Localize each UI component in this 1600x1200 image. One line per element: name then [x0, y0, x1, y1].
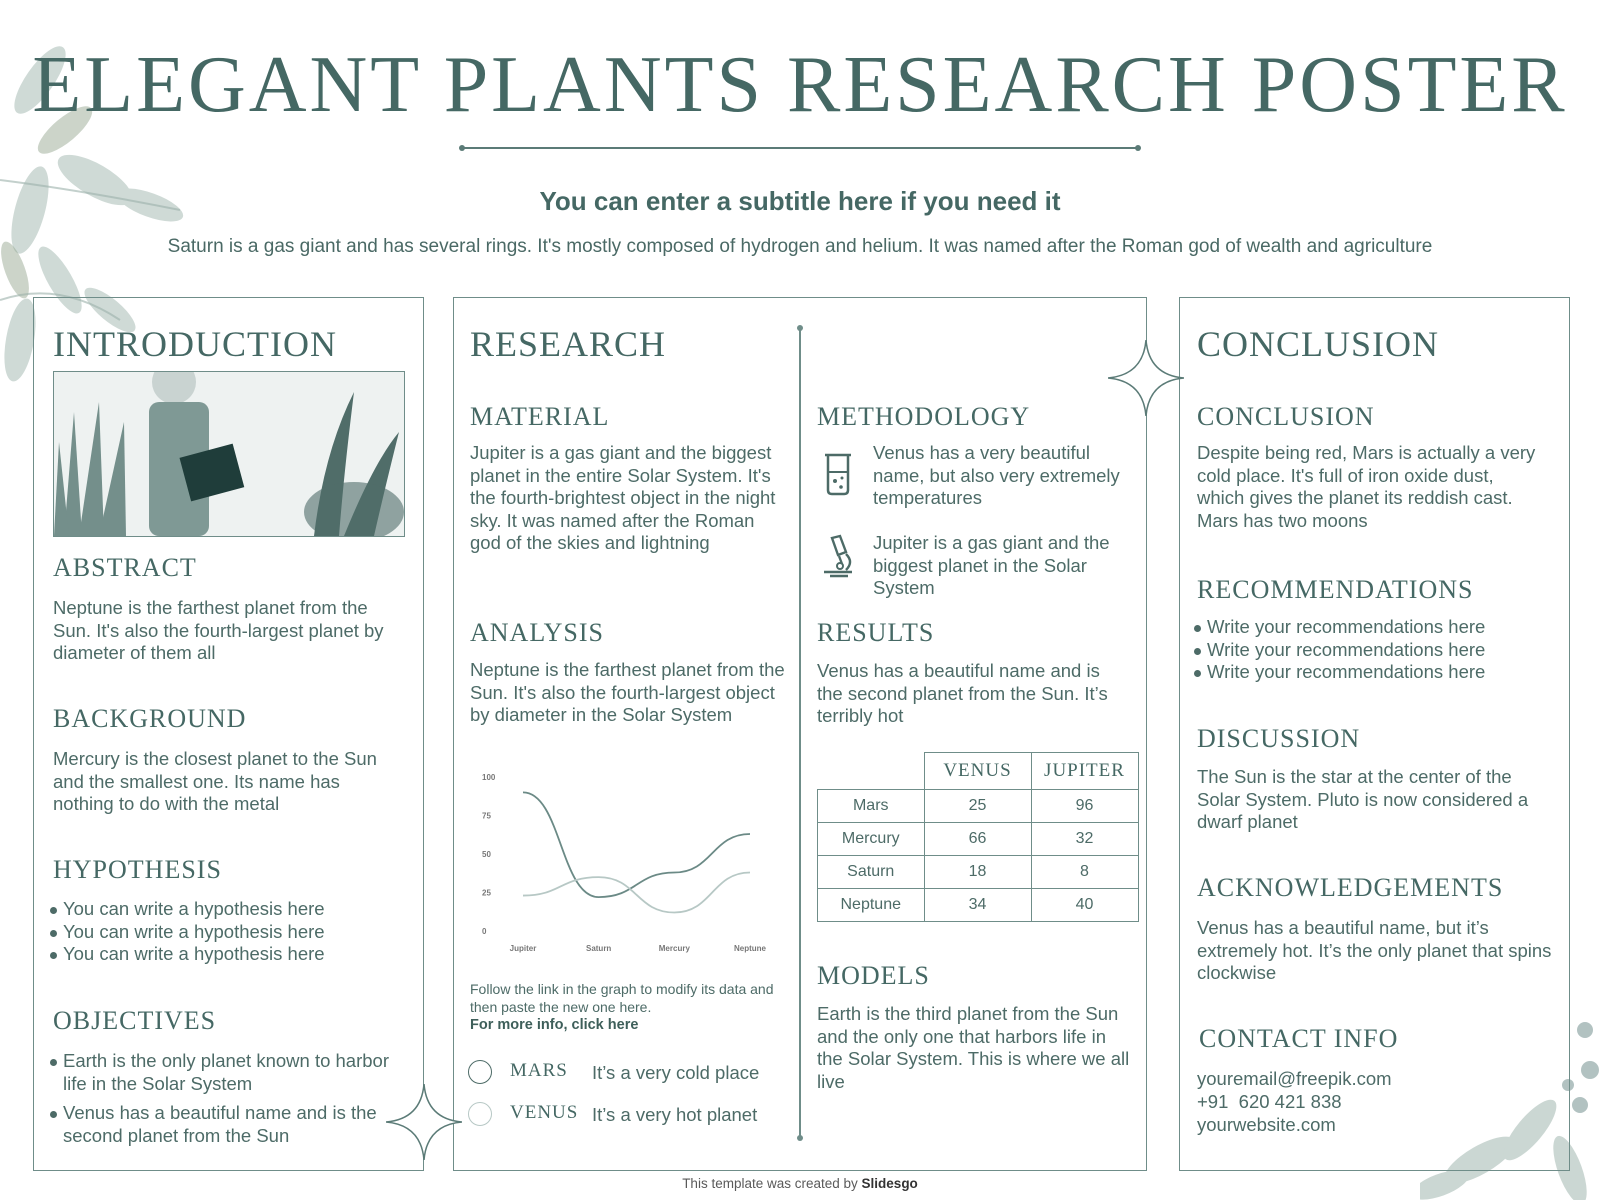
- list-item: You can write a hypothesis here: [50, 921, 410, 944]
- legend-name: MARS: [510, 1060, 568, 1081]
- objectives-title: OBJECTIVES: [53, 1006, 217, 1035]
- x-tick-label: Mercury: [658, 944, 690, 953]
- series-line-2: [523, 872, 750, 912]
- star-decoration-icon: [386, 1084, 462, 1160]
- list-item: Venus has a beautiful name and is the second planet from the Sun: [50, 1102, 395, 1147]
- analysis-line-chart[interactable]: [470, 765, 770, 955]
- table-row: [818, 823, 1139, 856]
- models-title: MODELS: [817, 961, 930, 990]
- results-table: [817, 752, 1139, 922]
- legend-name: VENUS: [510, 1102, 579, 1123]
- conclusion-text: Despite being red, Mars is actually a very cold place. It's full of iron oxide dust, which gives the planet its reddish cast. Mars has two moons: [1197, 442, 1536, 531]
- title-divider: [462, 147, 1138, 149]
- table-cell: 18: [924, 856, 1031, 889]
- background-title: BACKGROUND: [53, 704, 247, 733]
- table-cell: Mars: [818, 790, 925, 823]
- abstract-title: ABSTRACT: [53, 553, 197, 582]
- beaker-icon: [820, 452, 856, 496]
- contact-phone: +91 620 421 838: [1197, 1091, 1342, 1112]
- star-decoration-icon: [1108, 340, 1184, 416]
- list-item: Earth is the only planet known to harbor life in the Solar System: [50, 1050, 395, 1095]
- conclusion-panel-title: CONCLUSION: [1197, 324, 1440, 364]
- chart-note: Follow the link in the graph to modify its data and then paste the new one here.: [470, 981, 774, 1015]
- table-cell: 40: [1031, 889, 1138, 922]
- table-header: VENUS: [924, 753, 1031, 790]
- legend-item-mars: [468, 1058, 788, 1088]
- legend-marker: [468, 1060, 492, 1084]
- background-text: Mercury is the closest planet to the Sun and the smallest one. Its name has nothing to do with the metal: [53, 748, 377, 814]
- methodology-text-1: Venus has a very beautiful name, but also very extremely temperatures: [873, 442, 1120, 508]
- series-line-1: [523, 792, 750, 897]
- y-tick-label: 75: [482, 811, 491, 821]
- analysis-title: ANALYSIS: [470, 618, 604, 647]
- models-text: Earth is the third planet from the Sun and the only one that harbors life in the Solar System. This is where we all live: [817, 1003, 1130, 1092]
- table-cell: Mercury: [818, 823, 925, 856]
- x-tick-label: Neptune: [734, 944, 766, 953]
- poster-lead-text: Saturn is a gas giant and has several rings. It's mostly composed of hydrogen and helium. It was named after the Roman god of wealth and agriculture: [167, 236, 1433, 257]
- objectives-list: [50, 1050, 395, 1147]
- results-title: RESULTS: [817, 618, 935, 647]
- contact-email-link[interactable]: youremail@freepik.com: [1197, 1068, 1392, 1089]
- recommendations-list: [1194, 616, 1554, 684]
- y-tick-label: 0: [482, 927, 487, 936]
- results-text: Venus has a beautiful name and is the second planet from the Sun. It’s terribly hot: [817, 660, 1108, 726]
- table-row: [818, 889, 1139, 922]
- y-tick-label: 100: [482, 773, 496, 782]
- hypothesis-list: [50, 898, 410, 966]
- poster-subtitle: You can enter a subtitle here if you need it: [539, 186, 1061, 216]
- list-item: Write your recommendations here: [1194, 639, 1554, 662]
- legend-desc: It’s a very cold place: [592, 1062, 760, 1083]
- research-column-divider: [799, 328, 801, 1138]
- table-header: JUPITER: [1031, 753, 1138, 790]
- material-title: MATERIAL: [470, 402, 610, 431]
- analysis-text: Neptune is the farthest planet from the Sun. It's also the fourth-largest object by diameter in the Solar System: [470, 659, 785, 725]
- introduction-title: INTRODUCTION: [53, 324, 337, 364]
- recommendations-title: RECOMMENDATIONS: [1197, 575, 1474, 604]
- table-cell: Saturn: [818, 856, 925, 889]
- x-tick-label: Jupiter: [509, 944, 537, 953]
- legend-item-venus: [468, 1100, 788, 1130]
- footer-credit: [0, 1176, 1600, 1191]
- methodology-text-2: Jupiter is a gas giant and the biggest planet in the Solar System: [873, 532, 1110, 598]
- x-tick-label: Saturn: [585, 944, 612, 953]
- footer-prefix: This template was created by: [682, 1176, 858, 1191]
- research-title: RESEARCH: [470, 324, 667, 364]
- table-cell: Neptune: [818, 889, 925, 922]
- table-cell: 96: [1031, 790, 1138, 823]
- abstract-text: Neptune is the farthest planet from the Sun. It's also the fourth-largest planet by diameter of them all: [53, 597, 384, 663]
- table-cell: 34: [924, 889, 1031, 922]
- table-header-row: [818, 753, 1139, 790]
- contact-info-title: CONTACT INFO: [1199, 1024, 1399, 1053]
- poster-title: ELEGANT PLANTS RESEARCH POSTER: [32, 41, 1568, 129]
- y-tick-label: 50: [482, 850, 491, 859]
- list-item: You can write a hypothesis here: [50, 898, 410, 921]
- contact-website-link[interactable]: yourwebsite.com: [1197, 1114, 1336, 1135]
- table-cell: 66: [924, 823, 1031, 856]
- y-tick-label: 25: [482, 888, 491, 898]
- conclusion-title: CONCLUSION: [1197, 402, 1375, 431]
- table-cell: 32: [1031, 823, 1138, 856]
- legend-desc: It’s a very hot planet: [592, 1104, 758, 1125]
- list-item: Write your recommendations here: [1194, 616, 1554, 639]
- more-info-link[interactable]: For more info, click here: [470, 1017, 639, 1033]
- list-item: You can write a hypothesis here: [50, 943, 410, 966]
- discussion-text: The Sun is the star at the center of the Solar System. Pluto is now considered a dwarf planet: [1197, 766, 1529, 832]
- intro-photo: [53, 371, 405, 537]
- list-item: Write your recommendations here: [1194, 661, 1554, 684]
- acknowledgements-title: ACKNOWLEDGEMENTS: [1197, 873, 1504, 902]
- table-corner: [818, 753, 925, 790]
- material-text: Jupiter is a gas giant and the biggest planet in the entire Solar System. It's the fourth-brightest object in the night sky. It was named after the Roman god of the skies and lightning: [470, 442, 776, 553]
- microscope-icon: [820, 534, 856, 578]
- legend-marker: [468, 1102, 492, 1126]
- table-row: [818, 856, 1139, 889]
- methodology-title: METHODOLOGY: [817, 402, 1031, 431]
- hypothesis-title: HYPOTHESIS: [53, 855, 222, 884]
- footer-brand[interactable]: Slidesgo: [861, 1176, 918, 1191]
- table-row: [818, 790, 1139, 823]
- discussion-title: DISCUSSION: [1197, 724, 1361, 753]
- table-cell: 25: [924, 790, 1031, 823]
- acknowledgements-text: Venus has a beautiful name, but it’s extremely hot. It’s the only planet that spins clockwise: [1197, 917, 1552, 983]
- table-cell: 8: [1031, 856, 1138, 889]
